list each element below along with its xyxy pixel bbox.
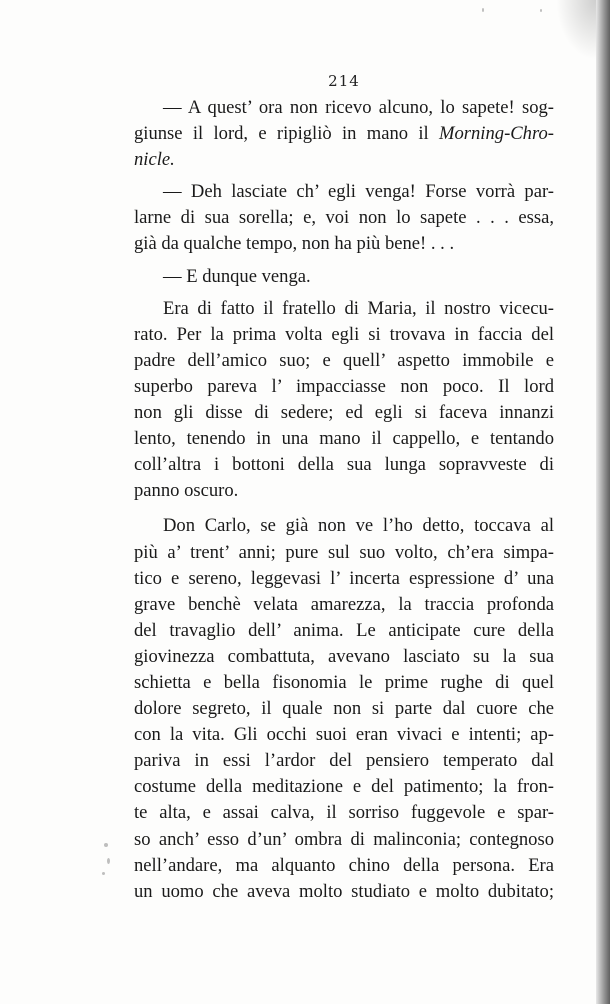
text-line: Don Carlo, se già non ve l’ho detto, toccava al — [163, 515, 554, 537]
ink-speck — [102, 872, 105, 875]
text-line: tico e sereno, leggevasi l’ incerta espressione d’ una — [134, 567, 554, 589]
text-line: lento, tenendo in una mano il cappello, e tentando — [134, 428, 554, 450]
text-line: nell’andare, ma alquanto chino della persona. Era — [134, 854, 554, 876]
text-line: Era di fatto il fratello di Maria, il nostro vicecu- — [163, 297, 554, 319]
text-line: già da qualche tempo, non ha più bene! . . . — [134, 233, 455, 255]
text-line: un uomo che aveva molto studiato e molto dubitato; — [134, 880, 554, 902]
text-line: larne di sua sorella; e, voi non lo sapete . . . essa, — [134, 207, 554, 229]
paragraph — [134, 95, 554, 173]
text-line: — Deh lasciate ch’ egli venga! Forse vorrà par- — [163, 181, 554, 203]
text-line: — E dunque venga. — [163, 265, 311, 287]
page-number: 214 — [328, 72, 360, 90]
text-line: nicle. — [134, 149, 175, 171]
paragraph — [134, 179, 554, 257]
text-line: giovinezza combattuta, avevano lasciato su la sua — [134, 645, 554, 667]
text-line: giunse il lord, e ripigliò in mano il Morning-Chro- — [134, 123, 554, 145]
text-line: padre dell’amico suo; e quell’ aspetto immobile e — [134, 349, 554, 371]
text-line: — A quest’ ora non ricevo alcuno, lo sapete! sog- — [163, 97, 554, 118]
text-line: dolore segreto, il quale non si parte dal cuore che — [134, 698, 554, 720]
text-line: grave benchè velata amarezza, la traccia profonda — [134, 593, 554, 615]
text-line: panno oscuro. — [134, 480, 239, 502]
paragraph — [134, 264, 554, 290]
ink-speck — [540, 9, 542, 12]
page-shadow-corner — [556, 0, 596, 60]
text-line: so anch’ esso d’un’ ombra di malinconia; contegnoso — [134, 828, 554, 850]
page-gutter-shadow — [596, 0, 610, 1004]
text-line: con la vita. Gli occhi suoi eran vivaci e intenti; ap- — [134, 724, 554, 746]
text-line: del travaglio dell’ anima. Le anticipate cure della — [134, 619, 554, 641]
text-line: pariva in essi l’ardor del pensiero temperato dal — [134, 750, 554, 772]
body-text — [134, 95, 554, 905]
text-line: non gli disse di sedere; ed egli si faceva innanzi — [134, 402, 554, 424]
text-line: te alta, e assai calva, il sorriso fuggevole e spar- — [134, 802, 554, 824]
text-line: schietta e bella fisonomia le prime rughe di quel — [134, 671, 554, 693]
ink-speck — [107, 858, 110, 864]
text-line: rato. Per la prima volta egli si trovava in faccia del — [134, 323, 554, 345]
paragraph — [134, 296, 554, 505]
text-line: costume della meditazione e del patimento; la fron- — [134, 776, 554, 798]
ink-speck — [482, 8, 484, 12]
text-line: superbo pareva l’ impacciasse non poco. Il lord — [134, 375, 554, 397]
paragraph — [134, 513, 554, 904]
text-line: più a’ trent’ anni; pure sul suo volto, ch’era simpa- — [134, 541, 554, 563]
text-line: coll’altra i bottoni della sua lunga sopravveste di — [134, 454, 554, 476]
ink-speck — [104, 843, 108, 847]
